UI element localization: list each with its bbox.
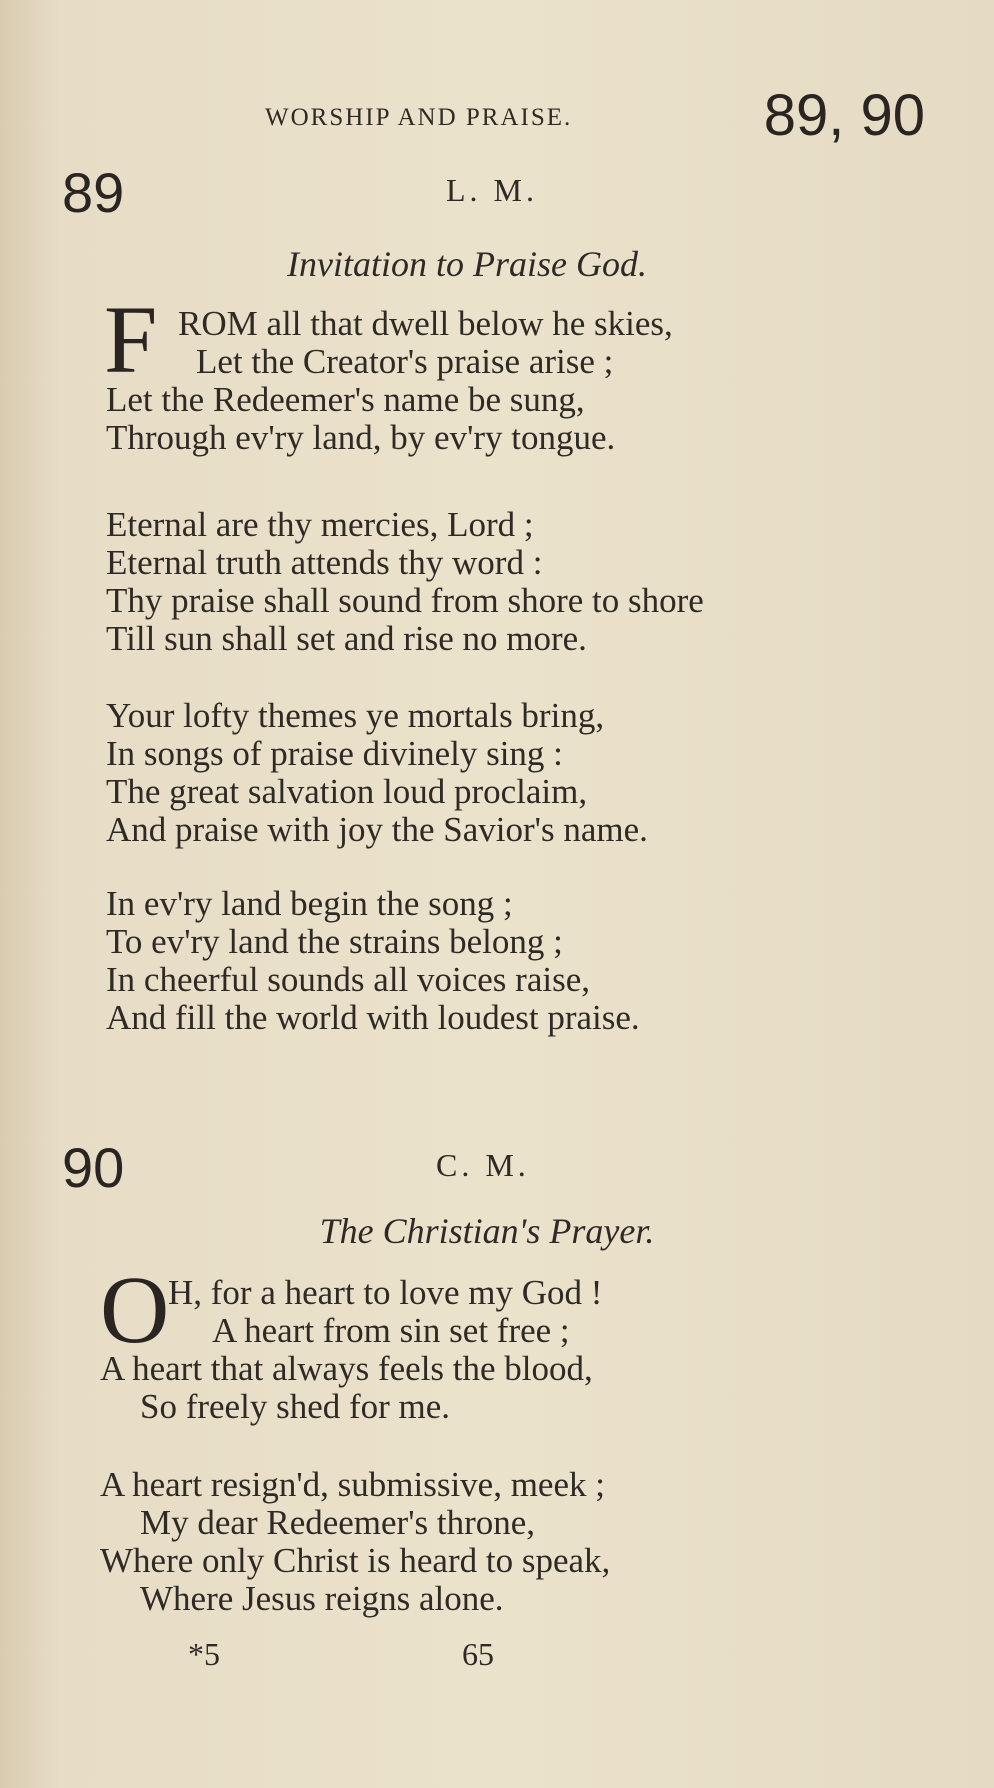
hymn-89-dropcap: F bbox=[104, 286, 158, 393]
verse-line: Eternal are thy mercies, Lord ; bbox=[106, 505, 534, 544]
hymn-number: 90 bbox=[62, 1136, 125, 1199]
verse-line: Through ev'ry land, by ev'ry tongue. bbox=[106, 418, 616, 457]
verse-line: H, for a heart to love my God ! bbox=[168, 1273, 603, 1312]
hymn-meter: L. M. bbox=[446, 172, 538, 208]
hymn-number: 89 bbox=[62, 161, 125, 224]
verse-line: In ev'ry land begin the song ; bbox=[106, 884, 513, 923]
hymn-90-stanza-2 bbox=[100, 1466, 610, 1618]
verse-line: My dear Redeemer's throne, bbox=[140, 1503, 536, 1542]
verse-line: Where only Christ is heard to speak, bbox=[100, 1541, 611, 1580]
verse-line: And praise with joy the Savior's name. bbox=[106, 810, 648, 849]
verse-line: Let the Creator's praise arise ; bbox=[196, 342, 614, 381]
verse-line: And fill the world with loudest praise. bbox=[106, 998, 640, 1037]
hymn-89-subtitle: Invitation to Praise God. bbox=[287, 244, 647, 284]
verse-line: Your lofty themes ye mortals bring, bbox=[106, 696, 605, 735]
verse-line: In cheerful sounds all voices raise, bbox=[106, 960, 591, 999]
verse-line: The great salvation loud proclaim, bbox=[106, 772, 588, 811]
hymn-89-heading bbox=[62, 160, 922, 224]
verse-line: Let the Redeemer's name be sung, bbox=[106, 380, 585, 419]
verse-line: In songs of praise divinely sing : bbox=[106, 734, 563, 773]
hymn-90-dropcap: O bbox=[100, 1256, 170, 1363]
hymn-89-stanza-2 bbox=[106, 506, 704, 658]
running-hymn-numbers: 89, 90 bbox=[763, 83, 925, 148]
verse-line: So freely shed for me. bbox=[140, 1387, 451, 1426]
verse-line: ROM all that dwell below he skies, bbox=[178, 304, 673, 343]
verse-line: Till sun shall set and rise no more. bbox=[106, 619, 587, 658]
page-footer bbox=[0, 1632, 994, 1682]
verse-line: Eternal truth attends thy word : bbox=[106, 543, 543, 582]
hymn-90-stanza-1 bbox=[100, 1274, 602, 1426]
verse-line: A heart that always feels the blood, bbox=[100, 1349, 593, 1388]
page-number: 65 bbox=[462, 1636, 494, 1672]
verse-line: A heart resign'd, submissive, meek ; bbox=[100, 1465, 605, 1504]
verse-line: To ev'ry land the strains belong ; bbox=[106, 922, 563, 961]
verse-line: Where Jesus reigns alone. bbox=[140, 1579, 504, 1618]
verse-line: A heart from sin set free ; bbox=[212, 1311, 570, 1350]
running-title: WORSHIP AND PRAISE. bbox=[265, 104, 573, 131]
hymn-meter: C. M. bbox=[436, 1147, 530, 1183]
verse-line: Thy praise shall sound from shore to shore bbox=[106, 581, 704, 620]
hymn-90-subtitle: The Christian's Prayer. bbox=[319, 1211, 655, 1251]
hymn-89-stanza-3 bbox=[106, 697, 648, 849]
hymn-89-stanza-1 bbox=[106, 305, 673, 457]
signature-mark: *5 bbox=[188, 1636, 220, 1672]
running-header bbox=[265, 82, 925, 152]
hymn-89-stanza-4 bbox=[106, 885, 640, 1037]
hymn-90-heading bbox=[62, 1135, 922, 1199]
